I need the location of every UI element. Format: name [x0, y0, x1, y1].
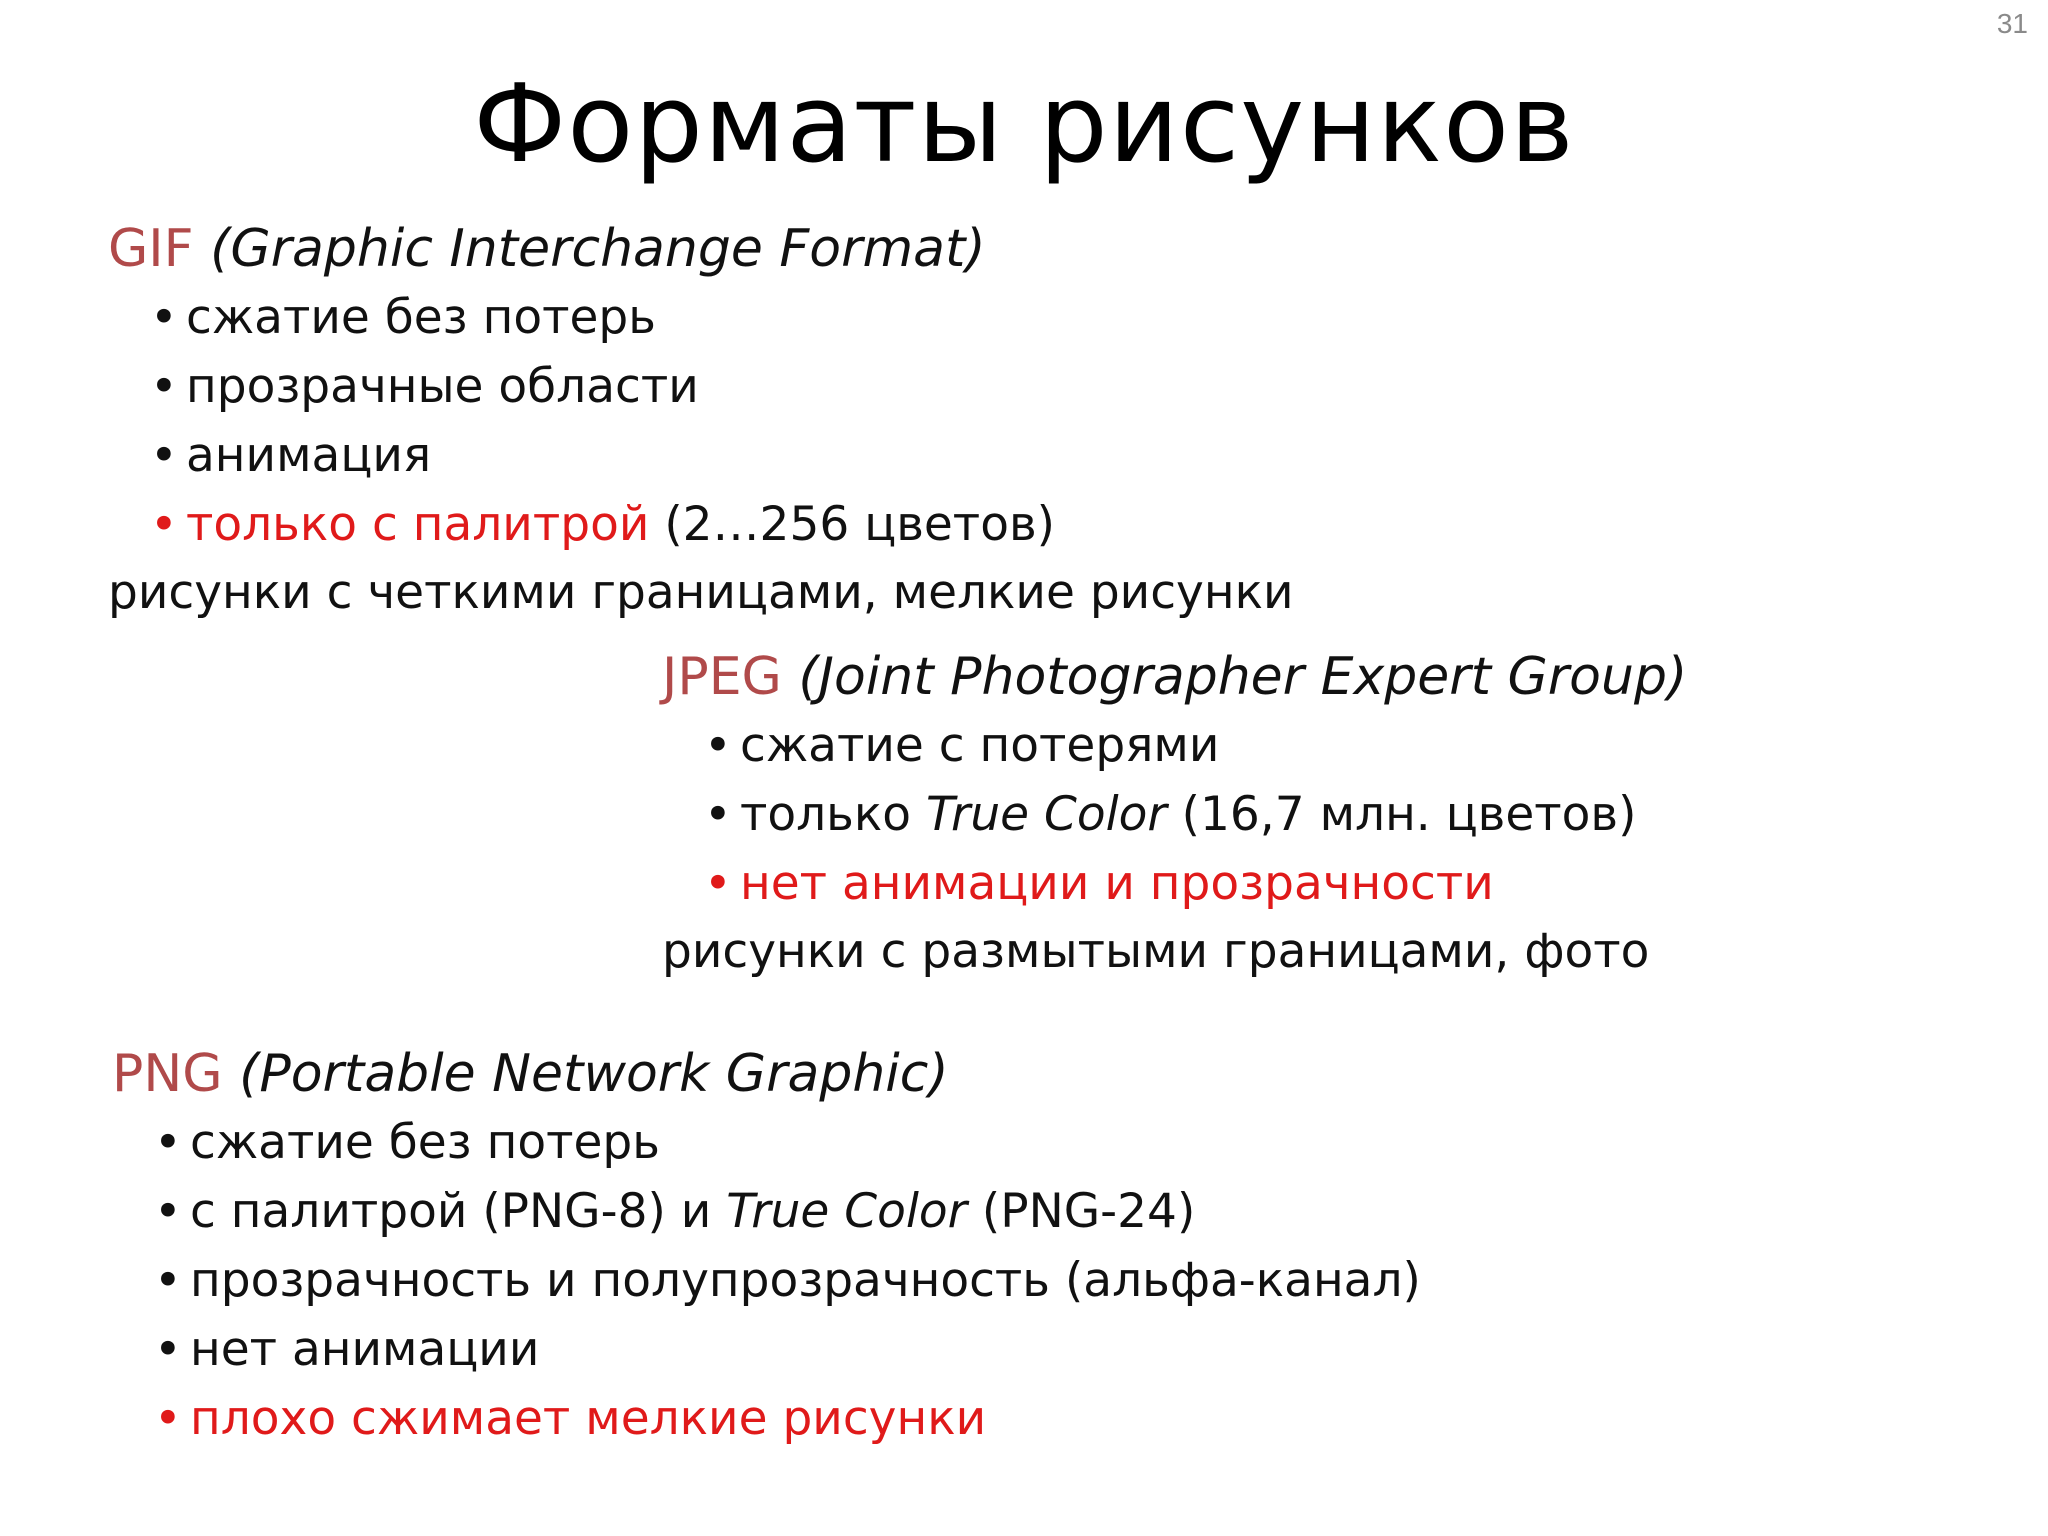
png-feature-list: [112, 1108, 1421, 1453]
list-item: [704, 780, 1687, 849]
png-item-text: прозрачность и полупрозрачность (альфа-канал): [190, 1253, 1421, 1308]
jpeg-section: [662, 643, 1687, 986]
bullet-icon: •: [150, 497, 178, 552]
list-item-warning: [704, 849, 1687, 918]
gif-full-name: (Graphic Interchange Format): [210, 219, 986, 279]
list-item-warning: [150, 490, 1294, 559]
list-item: [150, 352, 1294, 421]
list-item: [154, 1177, 1421, 1246]
jpeg-summary: рисунки с размытыми границами, фото: [662, 924, 1650, 979]
gif-heading: [108, 215, 1294, 283]
gif-section: [108, 215, 1294, 627]
jpeg-item-text: только: [740, 787, 926, 842]
gif-item-text: сжатие без потерь: [186, 290, 656, 345]
png-item-suffix: (PNG-24): [966, 1184, 1196, 1239]
bullet-icon: •: [150, 359, 178, 414]
bullet-icon: •: [154, 1115, 182, 1170]
bullet-icon: •: [704, 856, 732, 911]
list-item: [150, 283, 1294, 352]
list-item: [704, 711, 1687, 780]
slide-number: 31: [1996, 8, 2028, 39]
png-full-name: (Portable Network Graphic): [239, 1044, 949, 1104]
png-item-text: нет анимации: [190, 1322, 540, 1377]
bullet-icon: •: [154, 1253, 182, 1308]
png-warning-text: плохо сжимает мелкие рисунки: [190, 1391, 987, 1446]
list-item: [150, 421, 1294, 490]
png-item-text: с палитрой (PNG-8) и: [190, 1184, 727, 1239]
png-name: PNG: [112, 1044, 223, 1104]
jpeg-warning-text: нет анимации и прозрачности: [740, 856, 1494, 911]
list-item-warning: [154, 1384, 1421, 1453]
gif-summary: рисунки с четкими границами, мелкие рисунки: [108, 565, 1294, 620]
list-item: [154, 1315, 1421, 1384]
bullet-icon: •: [704, 787, 732, 842]
gif-name: GIF: [108, 219, 194, 279]
gif-item-text: анимация: [186, 428, 432, 483]
gif-item-text: прозрачные области: [186, 359, 699, 414]
bullet-icon: •: [150, 428, 178, 483]
jpeg-full-name: (Joint Photographer Expert Group): [798, 647, 1688, 707]
gif-warning-suffix: (2…256 цветов): [649, 497, 1055, 552]
jpeg-feature-list: [662, 711, 1687, 918]
jpeg-name: JPEG: [662, 647, 782, 707]
jpeg-item-text: сжатие с потерями: [740, 718, 1220, 773]
slide-title: Форматы рисунков: [473, 62, 1575, 187]
jpeg-item-italic: True Color: [925, 787, 1167, 842]
gif-feature-list: [108, 283, 1294, 559]
png-section: [112, 1040, 1421, 1453]
bullet-icon: •: [154, 1184, 182, 1239]
bullet-icon: •: [704, 718, 732, 773]
bullet-icon: •: [150, 290, 178, 345]
png-heading: [112, 1040, 1421, 1108]
list-item: [154, 1246, 1421, 1315]
png-item-text: сжатие без потерь: [190, 1115, 660, 1170]
jpeg-heading: [662, 643, 1687, 711]
bullet-icon: •: [154, 1322, 182, 1377]
jpeg-item-suffix: (16,7 млн. цветов): [1166, 787, 1637, 842]
png-item-italic: True Color: [726, 1184, 967, 1239]
bullet-icon: •: [154, 1391, 182, 1446]
list-item: [154, 1108, 1421, 1177]
gif-warning-text: только с палитрой: [186, 497, 650, 552]
